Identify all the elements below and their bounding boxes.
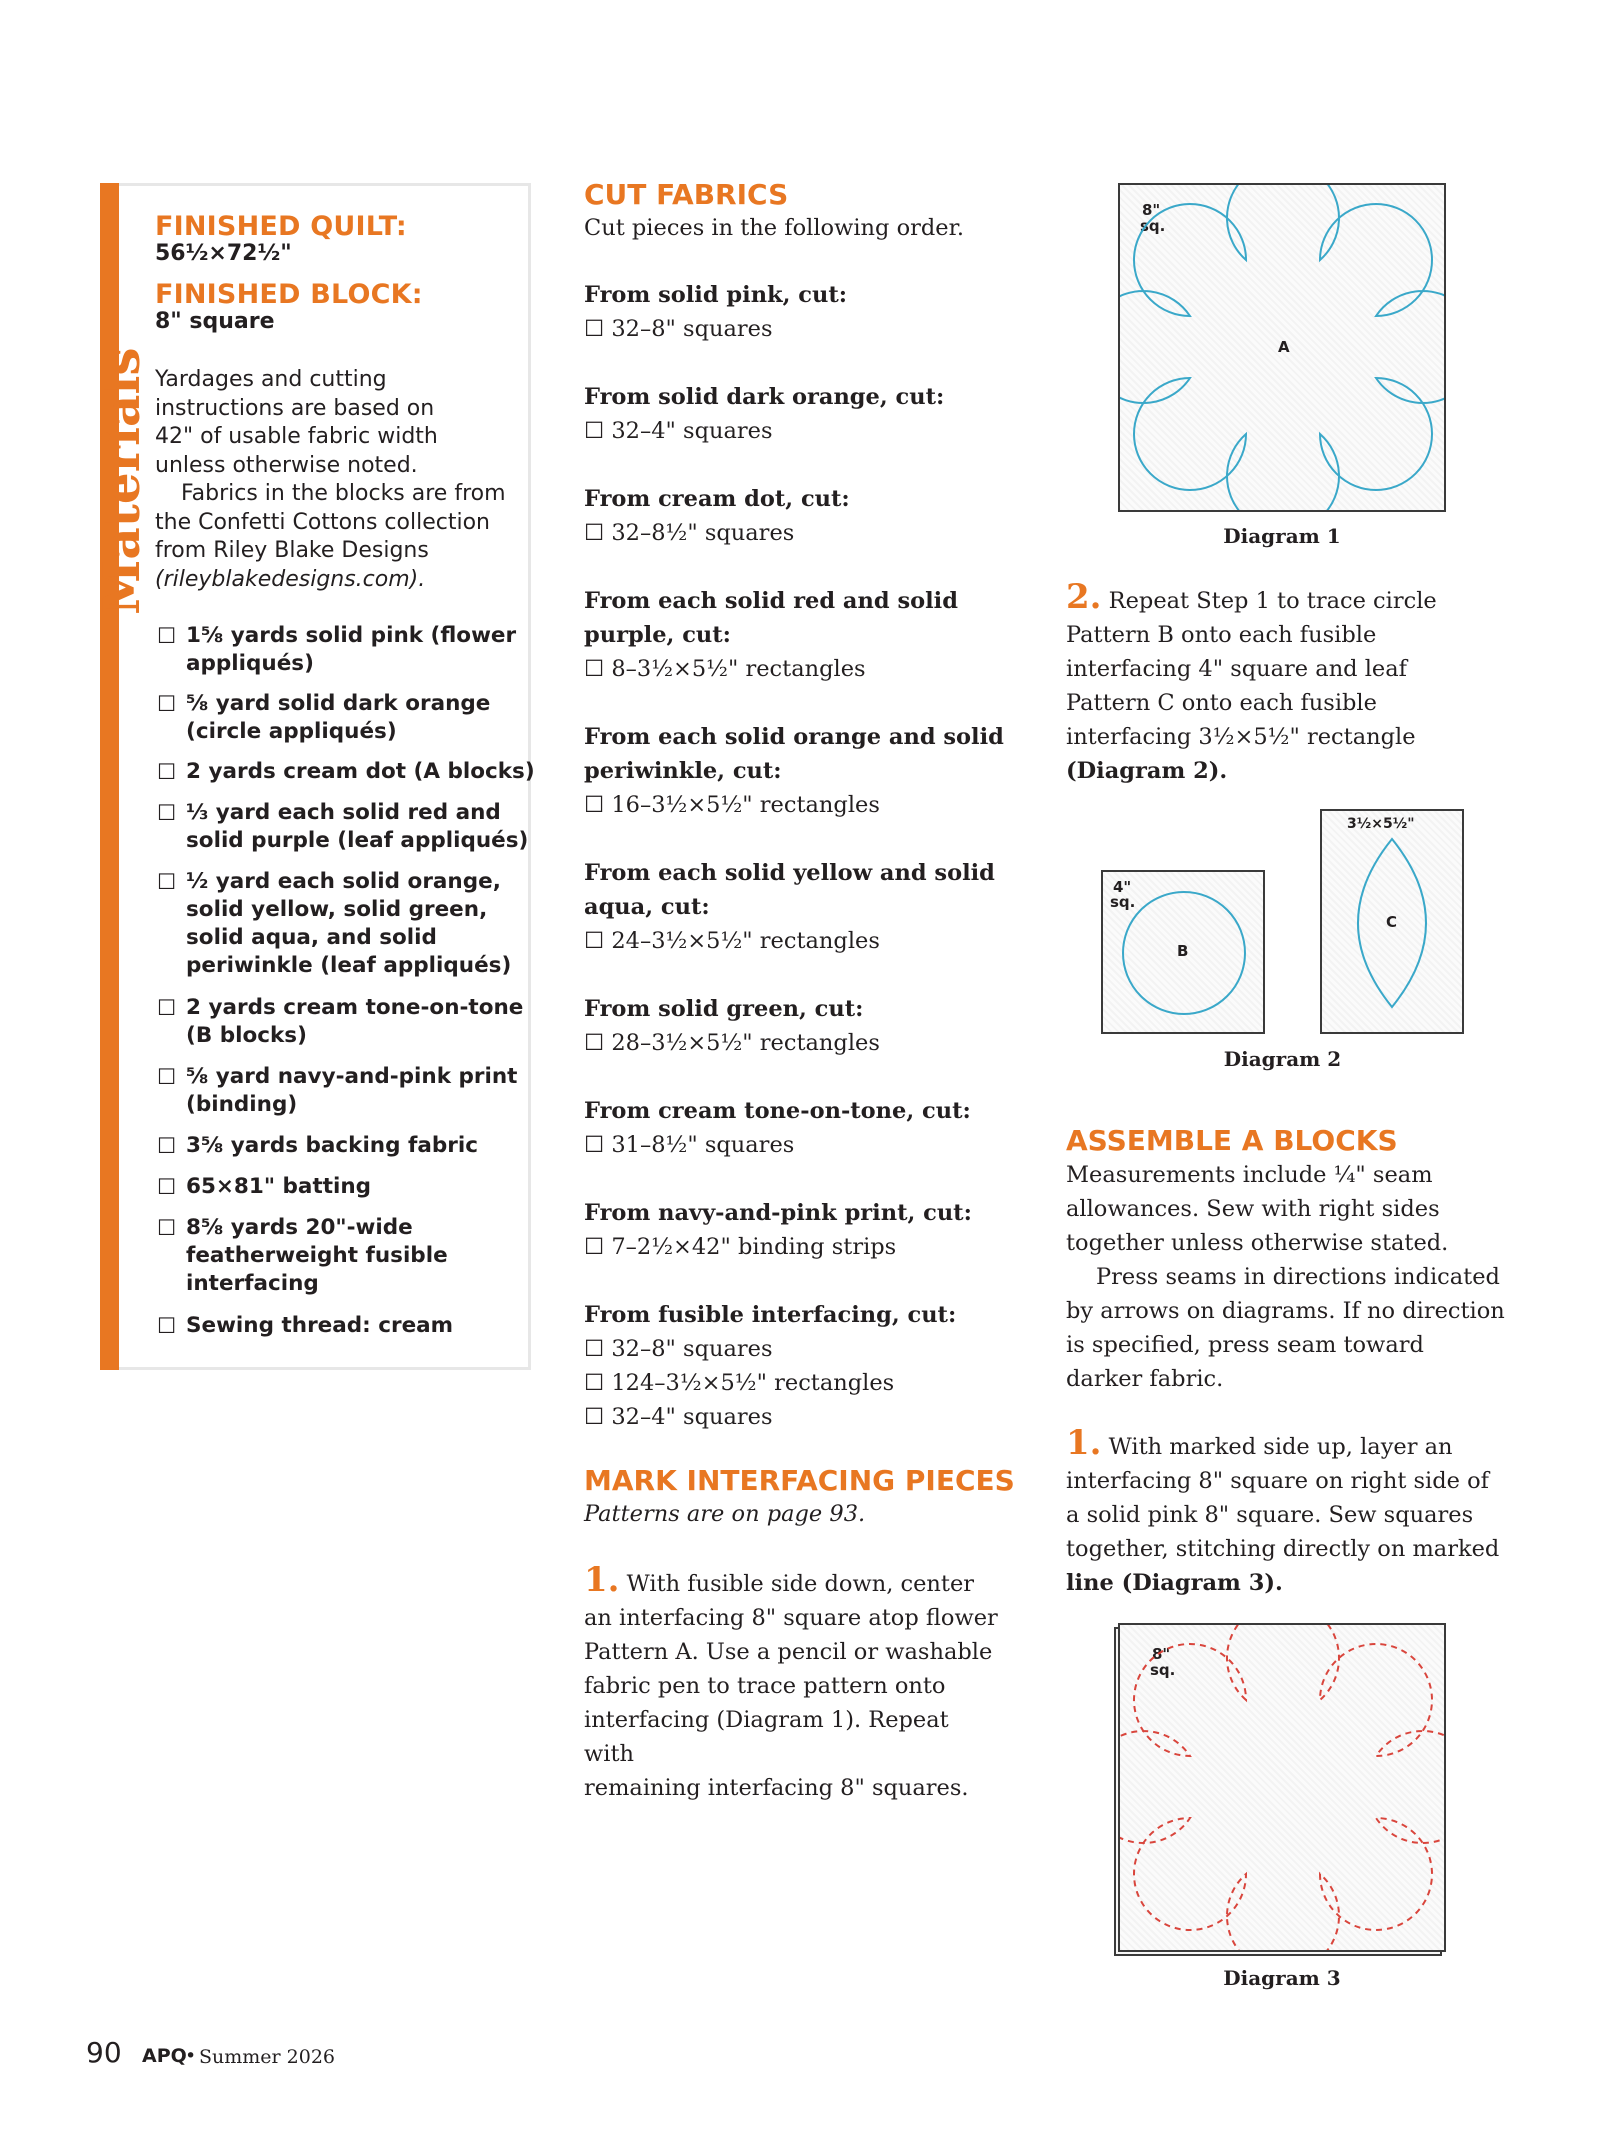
assemble-step-1	[1066, 1423, 1516, 1600]
cut-item: ☐ 32–8" squares	[584, 1336, 773, 1362]
cut-group-head: From fusible interfacing, cut:	[584, 1302, 957, 1328]
diagram-2-caption: Diagram 2	[1223, 1047, 1342, 1071]
step-line: Pattern B onto each fusible	[1066, 622, 1377, 648]
step-line-text: With marked side up, layer an	[1108, 1434, 1453, 1460]
materials-item-line: 8⅝ yards 20"-wide	[186, 1215, 413, 1240]
step-line: interfacing 3½×5½" rectangle	[1066, 724, 1416, 750]
assemble-line: by arrows on diagrams. If no direction	[1066, 1298, 1505, 1324]
diagram-2-c-size-label: 3½×5½"	[1347, 816, 1415, 832]
checkbox-icon: ☐	[157, 801, 177, 826]
cut-item: ☐ 16–3½×5½" rectangles	[584, 792, 880, 818]
piece-b-label: B	[1177, 942, 1189, 960]
materials-item	[157, 1063, 518, 1119]
materials-item-line: solid aqua, and solid	[186, 925, 437, 950]
diagram-1-sq-label: sq.	[1140, 217, 1166, 235]
materials-item	[157, 799, 529, 855]
cut-group	[584, 584, 1024, 686]
diagram-3-size-label: 8"	[1152, 1645, 1171, 1663]
cut-group	[584, 992, 1024, 1060]
cut-group	[584, 856, 1024, 958]
materials-item-line: featherweight fusible	[186, 1243, 448, 1268]
assemble-intro	[1066, 1158, 1516, 1396]
checkbox-icon: ☐	[157, 1065, 177, 1090]
diagram-1	[1118, 183, 1446, 512]
materials-item-line: appliqués)	[186, 651, 314, 676]
step-line: fabric pen to trace pattern onto	[584, 1673, 946, 1699]
step-line: (Diagram 2).	[1066, 758, 1228, 784]
checkbox-icon: ☐	[157, 624, 177, 649]
cut-group-head: aqua, cut:	[584, 894, 710, 920]
step-line: together, stitching directly on marked	[1066, 1536, 1500, 1562]
materials-intro-line: Yardages and cutting	[155, 367, 387, 392]
step-line: an interfacing 8" square atop flower	[584, 1605, 998, 1631]
materials-item-line: interfacing	[186, 1271, 319, 1296]
step-line: Pattern A. Use a pencil or washable	[584, 1639, 993, 1665]
cut-group-head: purple, cut:	[584, 622, 731, 648]
cut-group	[584, 278, 1024, 346]
materials-item-line: solid yellow, solid green,	[186, 897, 488, 922]
checkbox-icon: ☐	[157, 1314, 177, 1339]
materials-intro-line: the Confetti Cottons collection	[155, 509, 490, 535]
materials-item	[157, 1173, 372, 1201]
materials-item-line: ½ yard each solid orange,	[186, 869, 501, 894]
cut-item: ☐ 32–4" squares	[584, 1404, 773, 1430]
checkbox-icon: ☐	[157, 1216, 177, 1241]
materials-intro-line: from Riley Blake Designs	[155, 538, 429, 563]
assemble-line: together unless otherwise stated.	[1066, 1230, 1449, 1256]
issue-date: Summer 2026	[199, 2046, 336, 2068]
materials-item-line: 2 yards cream dot (A blocks)	[186, 759, 535, 784]
materials-item-line: ⅓ yard each solid red and	[186, 800, 501, 825]
step-line-text: Repeat Step 1 to trace circle	[1108, 588, 1437, 614]
materials-item-line: ⅝ yard solid dark orange	[186, 691, 491, 716]
materials-item	[157, 868, 512, 980]
diagram-1-size-label: 8"	[1142, 201, 1161, 219]
cut-list	[584, 278, 1024, 1434]
materials-item	[157, 1214, 448, 1298]
cut-item: ☐ 31–8½" squares	[584, 1132, 795, 1158]
cut-group	[584, 482, 1024, 550]
materials-title: Materials	[92, 347, 151, 615]
checkbox-icon: ☐	[157, 1134, 177, 1159]
materials-item	[157, 690, 491, 746]
materials-item-line: 65×81" batting	[186, 1174, 372, 1199]
step-line	[584, 1560, 1004, 1601]
assemble-line: allowances. Sew with right sides	[1066, 1196, 1440, 1222]
cut-group-head: From each solid orange and solid	[584, 724, 1004, 750]
stitched-flower-outline-icon	[1120, 1625, 1444, 1950]
materials-item-line: 3⅝ yards backing fabric	[186, 1133, 478, 1158]
cut-group-head: From cream tone-on-tone, cut:	[584, 1098, 971, 1124]
materials-item-line: solid purple (leaf appliqués)	[186, 828, 529, 853]
step-line	[1066, 577, 1506, 618]
cut-group	[584, 380, 1024, 448]
step-line: interfacing 4" square and leaf	[1066, 656, 1407, 682]
materials-item-line: Sewing thread: cream	[186, 1313, 454, 1338]
footer-bullet: •	[185, 2045, 197, 2067]
finished-block-label: FINISHED BLOCK:	[155, 279, 423, 310]
cut-item: ☐ 32–8½" squares	[584, 520, 795, 546]
materials-intro-line: instructions are based on	[155, 395, 435, 421]
magazine-name: APQ	[142, 2045, 187, 2067]
cut-item: ☐ 8–3½×5½" rectangles	[584, 656, 866, 682]
diagram-3-sq-label: sq.	[1150, 1661, 1176, 1679]
materials-item-line: (circle appliqués)	[186, 719, 397, 744]
cut-group	[584, 1196, 1024, 1264]
step-number: 1.	[584, 1560, 620, 1600]
assemble-heading: ASSEMBLE A BLOCKS	[1066, 1124, 1398, 1157]
step-number: 1.	[1066, 1423, 1102, 1463]
materials-intro-line: (rileyblakedesigns.com).	[155, 566, 426, 592]
assemble-line: darker fabric.	[1066, 1366, 1224, 1392]
step-line-text: With fusible side down, center	[626, 1571, 975, 1597]
step-line: interfacing (Diagram 1). Repeat with	[584, 1707, 949, 1767]
materials-item	[157, 758, 535, 786]
finished-block-value: 8" square	[155, 309, 275, 334]
diagram-2-rectangle	[1320, 809, 1464, 1034]
materials-item-line: (B blocks)	[186, 1023, 307, 1048]
step-line: remaining interfacing 8" squares.	[584, 1775, 969, 1801]
cut-item: ☐ 7–2½×42" binding strips	[584, 1234, 897, 1260]
cut-item: ☐ 32–8" squares	[584, 316, 773, 342]
materials-intro-line: unless otherwise noted.	[155, 452, 418, 478]
diagram-3	[1118, 1623, 1446, 1952]
cut-item: ☐ 124–3½×5½" rectangles	[584, 1370, 895, 1396]
cut-item: ☐ 24–3½×5½" rectangles	[584, 928, 880, 954]
step-line: interfacing 8" square on right side of	[1066, 1468, 1489, 1494]
checkbox-icon: ☐	[157, 692, 177, 717]
materials-intro-line: Fabrics in the blocks are from	[181, 481, 506, 506]
cut-group	[584, 1298, 1024, 1434]
materials-item	[157, 1132, 478, 1160]
cut-group-head: From solid dark orange, cut:	[584, 384, 945, 410]
checkbox-icon: ☐	[157, 1175, 177, 1200]
cut-group	[584, 1094, 1024, 1162]
assemble-line: Press seams in directions indicated	[1096, 1264, 1500, 1290]
materials-item-line: 2 yards cream tone-on-tone	[186, 995, 524, 1020]
cut-item: ☐ 32–4" squares	[584, 418, 773, 444]
checkbox-icon: ☐	[157, 870, 177, 895]
materials-intro-line: 42" of usable fabric width	[155, 424, 438, 449]
materials-item	[157, 622, 517, 678]
cut-fabrics-intro: Cut pieces in the following order.	[584, 215, 965, 241]
step-2	[1066, 577, 1506, 788]
cut-group-head: From each solid yellow and solid	[584, 860, 995, 886]
finished-quilt-label: FINISHED QUILT:	[155, 211, 407, 242]
cut-fabrics-heading: CUT FABRICS	[584, 178, 789, 211]
diagram-3-caption: Diagram 3	[1223, 1966, 1341, 1990]
finished-quilt-value: 56½×72½"	[155, 241, 292, 266]
assemble-line: is specified, press seam toward	[1066, 1332, 1424, 1358]
step-line	[1066, 1423, 1516, 1464]
checkbox-icon: ☐	[157, 760, 177, 785]
diagram-2-square	[1101, 870, 1265, 1034]
piece-a-label: A	[1278, 338, 1290, 356]
mark-step-1	[584, 1560, 1004, 1805]
diagram-1-caption: Diagram 1	[1223, 524, 1341, 548]
materials-intro	[155, 366, 515, 594]
step-line: a solid pink 8" square. Sew squares	[1066, 1502, 1474, 1528]
assemble-line: Measurements include ¼" seam	[1066, 1162, 1433, 1188]
step-number: 2.	[1066, 577, 1102, 617]
cut-group-head: periwinkle, cut:	[584, 758, 782, 784]
mark-interfacing-heading: MARK INTERFACING PIECES	[584, 1464, 1015, 1497]
cut-item: ☐ 28–3½×5½" rectangles	[584, 1030, 880, 1056]
materials-item-line: (binding)	[186, 1092, 298, 1117]
materials-item	[157, 1312, 454, 1340]
materials-item-line: ⅝ yard navy-and-pink print	[186, 1064, 518, 1089]
checkbox-icon: ☐	[157, 996, 177, 1021]
cut-group-head: From each solid red and solid	[584, 588, 958, 614]
step-line: Pattern C onto each fusible	[1066, 690, 1377, 716]
mark-interfacing-intro: Patterns are on page 93.	[584, 1501, 866, 1527]
piece-c-label: C	[1386, 913, 1398, 931]
cut-group-head: From cream dot, cut:	[584, 486, 850, 512]
cut-group-head: From solid pink, cut:	[584, 282, 848, 308]
diagram-2-b-sq-label: sq.	[1110, 893, 1136, 911]
cut-group-head: From navy-and-pink print, cut:	[584, 1200, 972, 1226]
materials-item-line: periwinkle (leaf appliqués)	[186, 953, 512, 978]
cut-group-head: From solid green, cut:	[584, 996, 864, 1022]
page-number: 90	[86, 2036, 122, 2069]
materials-item	[157, 994, 524, 1050]
cut-group	[584, 720, 1024, 822]
materials-item-line: 1⅝ yards solid pink (flower	[186, 623, 517, 648]
diagram-2-b-size-label: 4"	[1113, 878, 1132, 896]
step-line: line (Diagram 3).	[1066, 1570, 1283, 1596]
